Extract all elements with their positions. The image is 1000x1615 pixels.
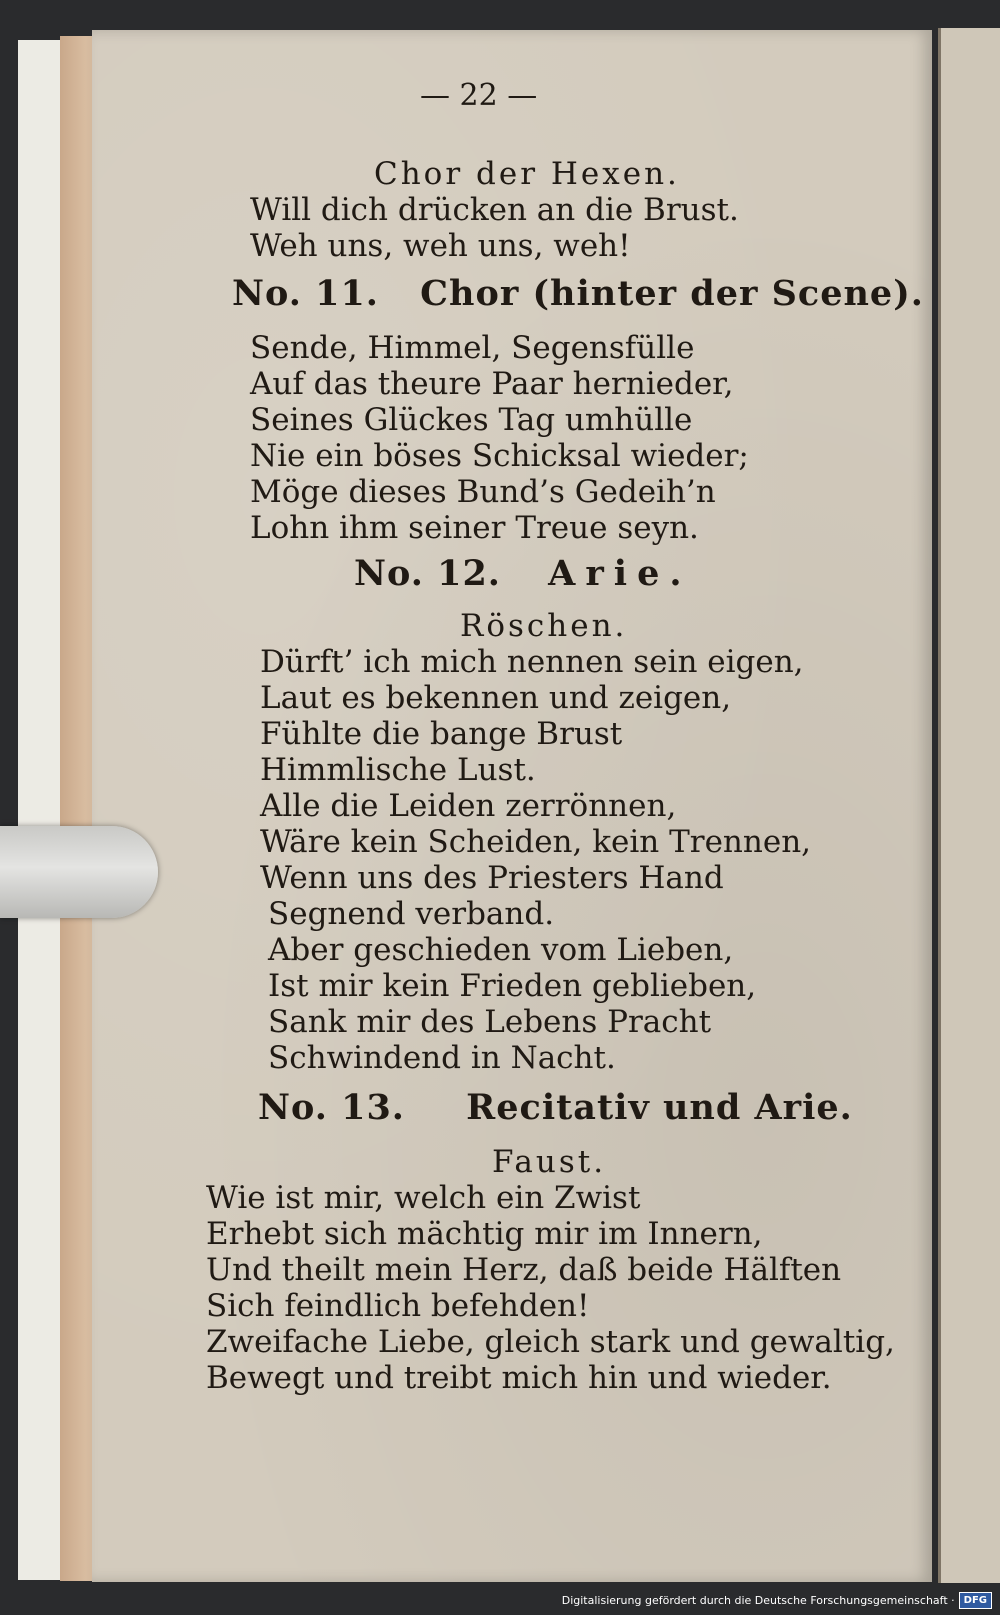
speaker-faust: Faust.: [492, 1144, 607, 1180]
number-label: No. 13.: [258, 1087, 405, 1128]
page-number: — 22 —: [420, 78, 538, 113]
verse-line: Sende, Himmel, Segensfülle: [250, 330, 695, 366]
verse-line: Himmlische Lust.: [260, 752, 536, 788]
verse-line: Schwindend in Nacht.: [268, 1040, 616, 1076]
speaker-roeschen: Röschen.: [460, 608, 628, 644]
verse-line: Wenn uns des Priesters Hand: [260, 860, 724, 896]
verse-line: Ist mir kein Frieden geblieben,: [268, 968, 757, 1004]
verse-line: Und theilt mein Herz, daß beide Hälften: [206, 1252, 842, 1288]
footer-credit: [562, 1587, 992, 1613]
speaker-chor-der-hexen: Chor der Hexen.: [374, 156, 680, 192]
page-clip: [0, 826, 158, 918]
verse-line: Sank mir des Lebens Pracht: [268, 1004, 712, 1040]
verse-line: Wäre kein Scheiden, kein Trennen,: [260, 824, 812, 860]
number-label: No. 12.: [354, 553, 501, 594]
verse-line: Erhebt sich mächtig mir im Innern,: [206, 1216, 763, 1252]
verse-line: Zweifache Liebe, gleich stark und gewaltig,: [206, 1324, 895, 1360]
footer-text: Digitalisierung gefördert durch die Deutsche Forschungsgemeinschaft ·: [561, 1593, 955, 1607]
verse-line: Weh uns, weh uns, weh!: [250, 228, 631, 264]
verse-line: Fühlte die bange Brust: [260, 716, 623, 752]
book-page: [92, 30, 932, 1582]
verse-line: Will dich drücken an die Brust.: [250, 192, 739, 228]
number-label: No. 11.: [232, 273, 379, 314]
verse-line: Nie ein böses Schicksal wieder;: [250, 438, 749, 474]
verse-line: Seines Glückes Tag umhülle: [250, 402, 693, 438]
verse-line: Segnend verband.: [268, 896, 555, 932]
verse-line: Wie ist mir, welch ein Zwist: [206, 1180, 641, 1216]
dfg-logo: DFG: [959, 1592, 992, 1609]
verse-line: Lohn ihm seiner Treue seyn.: [250, 510, 699, 546]
verse-line: Aber geschieden vom Lieben,: [268, 932, 734, 968]
number-heading: [258, 1087, 853, 1128]
next-page-edge: [938, 28, 1000, 1583]
verse-line: Auf das theure Paar hernieder,: [250, 366, 734, 402]
verse-line: Alle die Leiden zerrönnen,: [260, 788, 677, 824]
verse-line: Sich feindlich befehden!: [206, 1288, 590, 1324]
number-title: Chor (hinter der Scene).: [420, 273, 924, 314]
number-title: Arie.: [548, 553, 692, 594]
number-heading: [354, 553, 692, 594]
verse-line: Bewegt und treibt mich hin und wieder.: [206, 1360, 832, 1396]
verse-line: Laut es bekennen und zeigen,: [260, 680, 732, 716]
verse-line: Möge dieses Bund’s Gedeih’n: [250, 474, 716, 510]
number-title: Recitativ und Arie.: [466, 1087, 853, 1128]
verse-line: Dürft’ ich mich nennen sein eigen,: [260, 644, 804, 680]
number-heading: [232, 273, 924, 314]
